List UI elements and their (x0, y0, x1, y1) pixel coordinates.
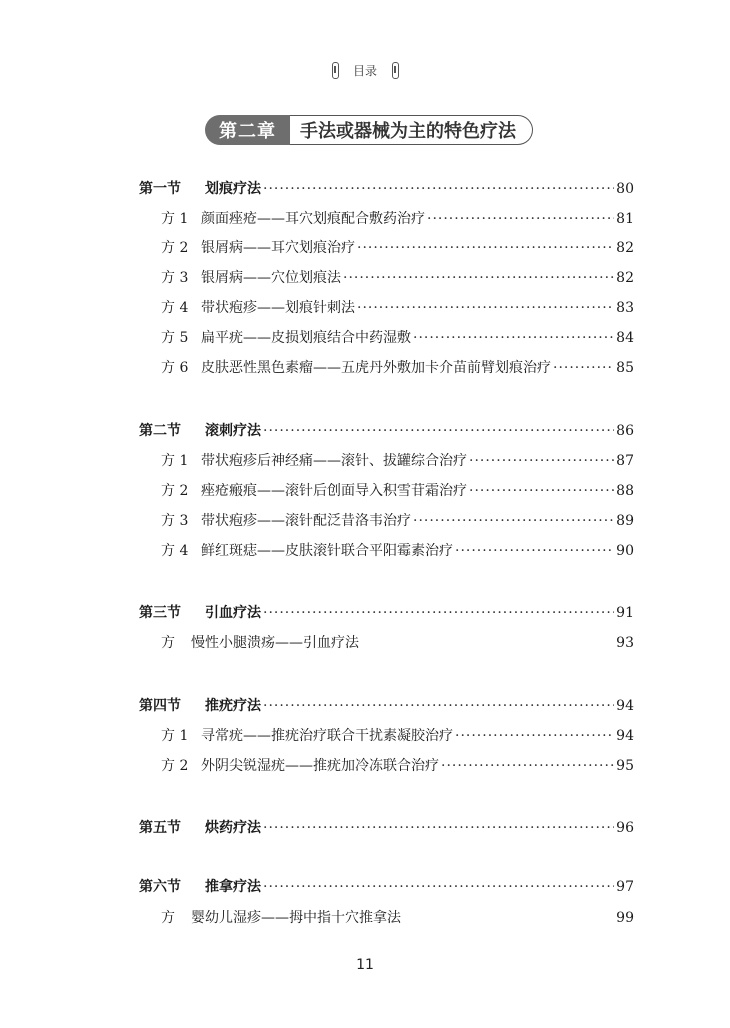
item-number: 方 4 (161, 543, 189, 559)
item-title: 痤疮瘢痕——滚针后创面导入积雪苷霜治疗 (201, 483, 467, 499)
item-number: 方 1 (161, 211, 189, 227)
section-title: 推拿疗法 (205, 879, 261, 895)
section-number: 第二节 (139, 423, 181, 439)
toc-item[interactable] (161, 267, 634, 289)
section-number: 第六节 (139, 879, 181, 895)
section-number: 第三节 (139, 605, 181, 621)
dot-leader (263, 817, 614, 839)
item-number: 方 2 (161, 758, 189, 774)
item-title: 银屑病——耳穴划痕治疗 (201, 240, 355, 256)
item-title: 颜面痤疮——耳穴划痕配合敷药治疗 (201, 211, 425, 227)
page-ref: 90 (616, 543, 634, 559)
item-number: 方 6 (161, 360, 189, 376)
page-ref: 94 (616, 728, 634, 744)
ornament-left-icon (329, 61, 341, 79)
toc-item[interactable] (161, 540, 634, 562)
item-title: 鲜红斑痣——皮肤滚针联合平阳霉素治疗 (201, 543, 453, 559)
item-title: 带状疱疹后神经痛——滚针、拔罐综合治疗 (201, 453, 467, 469)
dot-leader (455, 725, 614, 747)
page-ref: 89 (616, 513, 634, 529)
toc-item[interactable] (161, 237, 634, 259)
dot-leader (263, 420, 614, 442)
toc-item[interactable] (161, 725, 634, 747)
dot-leader (263, 602, 614, 624)
item-title: 皮肤恶性黑色素瘤——五虎丹外敷加卡介苗前臂划痕治疗 (201, 360, 551, 376)
ornament-right-icon (389, 61, 401, 79)
page-ref: 82 (616, 270, 634, 286)
item-title: 带状疱疹——划痕针刺法 (201, 300, 355, 316)
toc-item[interactable] (161, 632, 634, 654)
section-number: 第四节 (139, 698, 181, 714)
item-number: 方 (161, 910, 175, 926)
toc-section[interactable] (139, 695, 634, 717)
page-ref: 87 (616, 453, 634, 469)
item-number: 方 (161, 635, 175, 651)
page-ref: 96 (616, 820, 634, 836)
chapter-title: 手法或器械为主的特色疗法 (290, 115, 533, 145)
dot-leader (263, 178, 614, 200)
toc-section[interactable] (139, 602, 634, 624)
page-ref: 91 (616, 605, 634, 621)
dot-leader (413, 510, 614, 532)
page-ref: 94 (616, 698, 634, 714)
item-title: 婴幼儿湿疹——拇中指十穴推拿法 (191, 910, 401, 926)
item-number: 方 1 (161, 453, 189, 469)
toc-section[interactable] (139, 876, 634, 898)
toc-item[interactable] (161, 907, 634, 929)
dot-leader (469, 480, 614, 502)
dot-leader (553, 357, 614, 379)
item-number: 方 3 (161, 270, 189, 286)
dot-leader (357, 297, 614, 319)
item-title: 寻常疣——推疣治疗联合干扰素凝胶治疗 (201, 728, 453, 744)
page-ref: 86 (616, 423, 634, 439)
dot-leader (413, 327, 614, 349)
section-title: 划痕疗法 (205, 181, 261, 197)
toc-item[interactable] (161, 327, 634, 349)
item-number: 方 1 (161, 728, 189, 744)
section-title: 烘药疗法 (205, 820, 261, 836)
item-number: 方 5 (161, 330, 189, 346)
toc-item[interactable] (161, 450, 634, 472)
item-number: 方 2 (161, 483, 189, 499)
toc-section[interactable] (139, 178, 634, 200)
toc-section[interactable] (139, 817, 634, 839)
page-ref: 82 (616, 240, 634, 256)
dot-leader (441, 755, 614, 777)
page-ref: 99 (616, 910, 634, 926)
page-ref: 95 (616, 758, 634, 774)
page-number: 11 (356, 957, 374, 973)
dot-leader (263, 876, 614, 898)
page-ref: 97 (616, 879, 634, 895)
page-ref: 93 (616, 635, 634, 651)
page-ref: 88 (616, 483, 634, 499)
toc-item[interactable] (161, 755, 634, 777)
item-number: 方 2 (161, 240, 189, 256)
chapter-label: 第二章 (205, 115, 290, 145)
section-title: 推疣疗法 (205, 698, 261, 714)
item-title: 外阴尖锐湿疣——推疣加冷冻联合治疗 (201, 758, 439, 774)
page-ref: 80 (616, 181, 634, 197)
item-number: 方 4 (161, 300, 189, 316)
page-ref: 84 (616, 330, 634, 346)
page-ref: 83 (616, 300, 634, 316)
dot-leader (263, 695, 614, 717)
item-title: 扁平疣——皮损划痕结合中药湿敷 (201, 330, 411, 346)
section-title: 滚刺疗法 (205, 423, 261, 439)
item-number: 方 3 (161, 513, 189, 529)
section-number: 第五节 (139, 820, 181, 836)
running-header (0, 58, 730, 82)
toc-item[interactable] (161, 357, 634, 379)
dot-leader (427, 208, 614, 230)
item-title: 银屑病——穴位划痕法 (201, 270, 341, 286)
toc-item[interactable] (161, 297, 634, 319)
item-title: 带状疱疹——滚针配泛昔洛韦治疗 (201, 513, 411, 529)
toc-item[interactable] (161, 480, 634, 502)
page-ref: 81 (616, 211, 634, 227)
item-title: 慢性小腿溃疡——引血疗法 (191, 635, 359, 651)
dot-leader (343, 267, 614, 289)
page-ref: 85 (616, 360, 634, 376)
header-title: 目录 (352, 63, 377, 78)
section-title: 引血疗法 (205, 605, 261, 621)
toc-item[interactable] (161, 208, 634, 230)
dot-leader (455, 540, 614, 562)
section-number: 第一节 (139, 181, 181, 197)
chapter-banner (205, 115, 533, 145)
dot-leader (357, 237, 614, 259)
dot-leader (469, 450, 614, 472)
toc-section[interactable] (139, 420, 634, 442)
toc-item[interactable] (161, 510, 634, 532)
